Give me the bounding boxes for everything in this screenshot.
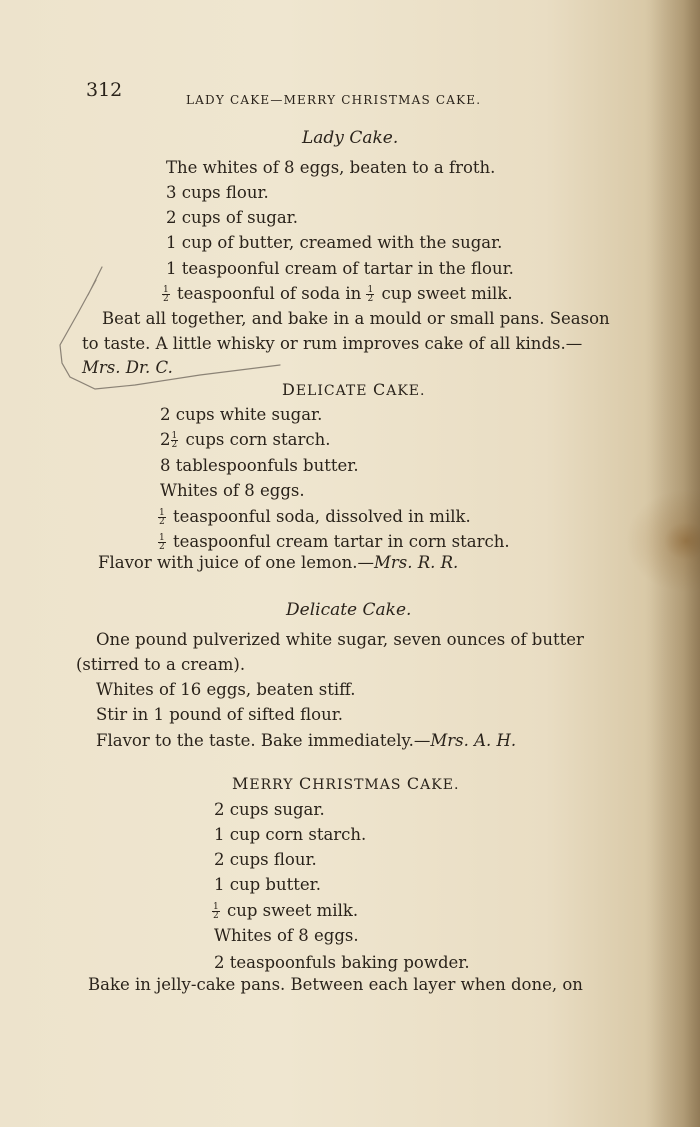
ingredient-line: 2 teaspoonfuls baking powder. bbox=[214, 953, 470, 972]
ingredient-line: Whites of 8 eggs. bbox=[160, 481, 305, 500]
ingredient-line: $\frac{1}{2}$ teaspoonful of soda in $\frac{1}{2}$ cup sweet milk. bbox=[163, 284, 513, 304]
signature: Mrs. R. R. bbox=[373, 553, 459, 572]
fraction-half: $\frac{1}{2}$ bbox=[163, 285, 169, 304]
ingredient-line: 2 cups sugar. bbox=[214, 800, 325, 819]
ingredient-line: 2 $\frac{1}{2}$ cups corn starch. bbox=[160, 430, 331, 450]
direction-line: Beat all together, and bake in a mould or small pans. Season bbox=[102, 309, 610, 328]
text-line: (stirred to a cream). bbox=[76, 655, 246, 674]
ingredient-line: 1 cup corn starch. bbox=[214, 825, 367, 844]
ingredient-line: 2 cups of sugar. bbox=[166, 208, 298, 227]
ingredient-line: $\frac{1}{2}$ teaspoonful soda, dissolved in milk. bbox=[159, 507, 471, 527]
ingredient-line: 2 cups white sugar. bbox=[160, 405, 323, 424]
ingredient-line: 1 cup butter. bbox=[214, 875, 321, 894]
recipe-title: MERRY CHRISTMAS CAKE. bbox=[232, 774, 460, 793]
ingredient-line: 1 teaspoonful cream of tartar in the flour. bbox=[166, 259, 514, 278]
ingredient-line: $\frac{1}{2}$ cup sweet milk. bbox=[213, 901, 359, 921]
fraction-half: $\frac{1}{2}$ bbox=[367, 285, 374, 304]
fraction-half: $\frac{1}{2}$ bbox=[171, 431, 178, 450]
ingredient-line: 1 cup of butter, creamed with the sugar. bbox=[166, 233, 503, 252]
recipe-title: DELICATE CAKE. bbox=[282, 380, 426, 399]
direction-line: Flavor with juice of one lemon.—Mrs. R. R. bbox=[98, 553, 459, 572]
ingredient-line: 2 cups flour. bbox=[214, 850, 317, 869]
ingredient-line: The whites of 8 eggs, beaten to a froth. bbox=[166, 158, 496, 177]
text-line: Whites of 16 eggs, beaten stiff. bbox=[96, 680, 356, 699]
fraction-half: $\frac{1}{2}$ bbox=[159, 508, 165, 527]
recipe-title: Delicate Cake. bbox=[286, 600, 412, 620]
direction-line: to taste. A little whisky or rum improves cake of all kinds.— bbox=[82, 334, 583, 353]
signature: Mrs. Dr. C. bbox=[82, 358, 173, 377]
ingredient-line: $\frac{1}{2}$ teaspoonful cream tartar in corn starch. bbox=[159, 532, 510, 552]
recipe-title: Lady Cake. bbox=[302, 128, 399, 148]
running-title: LADY CAKE—MERRY CHRISTMAS CAKE. bbox=[186, 93, 482, 107]
ingredient-line: Whites of 8 eggs. bbox=[214, 926, 359, 945]
ingredient-line: 8 tablespoonfuls butter. bbox=[160, 456, 359, 475]
ingredient-line: 3 cups flour. bbox=[166, 183, 269, 202]
direction-line: Bake in jelly-cake pans. Between each layer when done, on bbox=[88, 975, 583, 994]
fraction-half: $\frac{1}{2}$ bbox=[213, 902, 219, 921]
page-number: 312 bbox=[86, 79, 123, 101]
fraction-half: $\frac{1}{2}$ bbox=[159, 533, 165, 552]
direction-line: Flavor to the taste. Bake immediately.—Mrs. A. H. bbox=[96, 731, 517, 750]
gutter-shadow bbox=[645, 0, 700, 1127]
signature: Mrs. A. H. bbox=[430, 731, 517, 750]
text-line: One pound pulverized white sugar, seven ounces of butter bbox=[96, 630, 584, 649]
text-line: Stir in 1 pound of sifted flour. bbox=[96, 705, 344, 724]
